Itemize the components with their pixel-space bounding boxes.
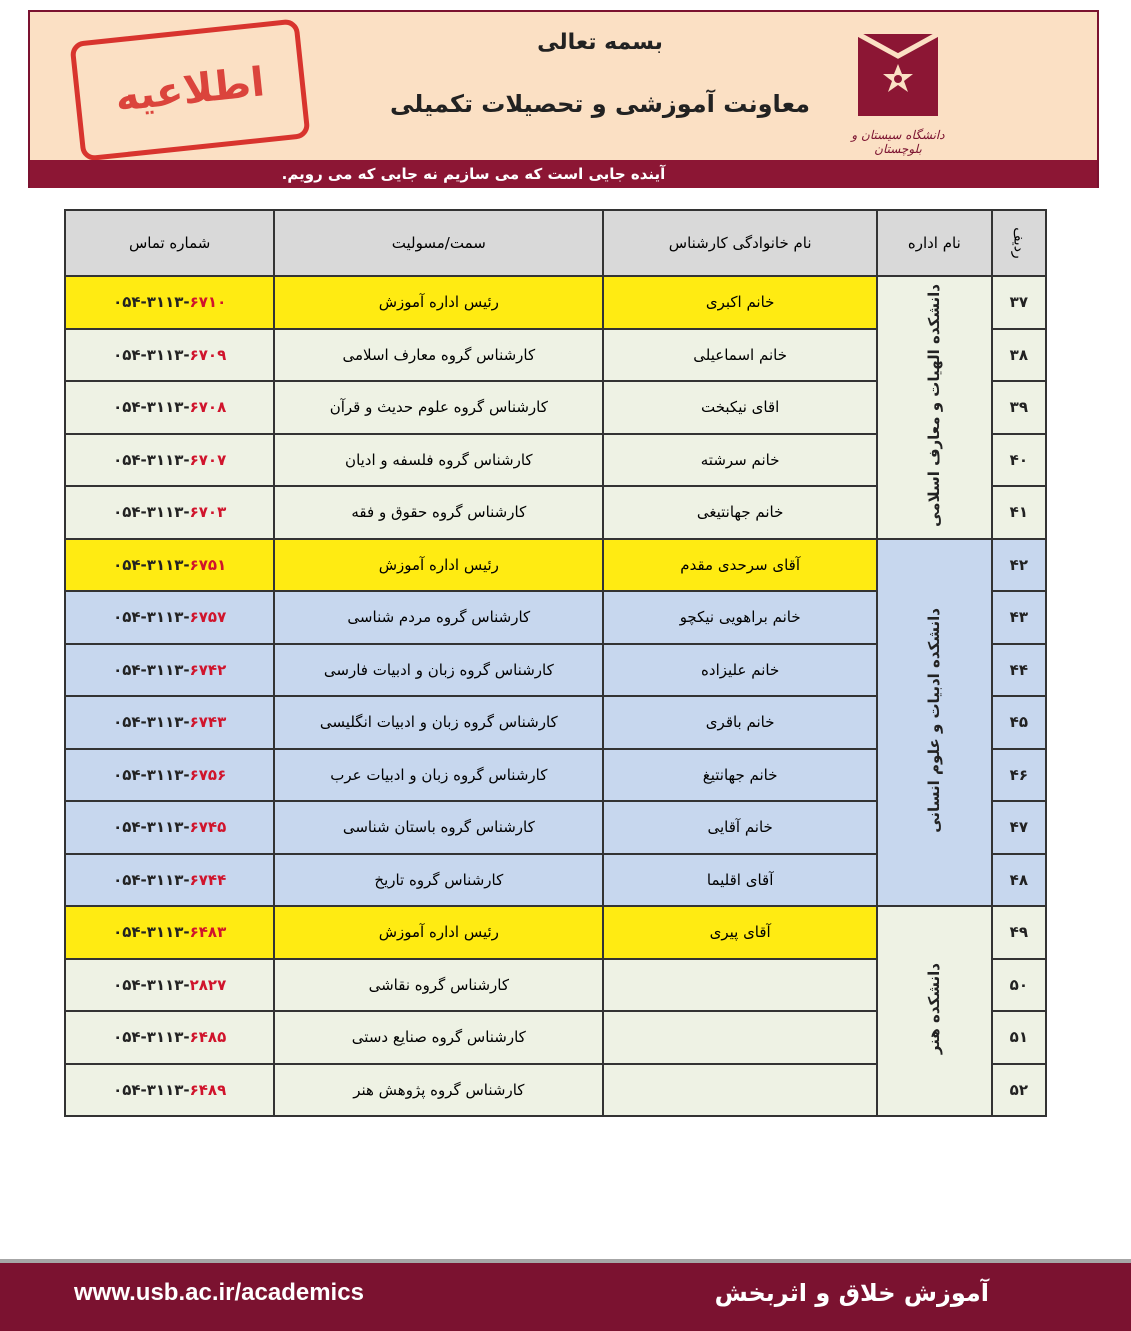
phone-prefix: ۰۵۴-۳۱۱۳- [113,450,190,469]
row-number: ۳۷ [992,276,1046,329]
staff-phone [65,1064,274,1117]
staff-name [603,1064,877,1117]
staff-role: رئیس اداره آموزش [274,276,603,329]
staff-name: خانم سرشته [603,434,877,487]
staff-phone [65,539,274,592]
table-row [65,539,1046,592]
staff-phone [65,696,274,749]
header-row-number [992,210,1046,276]
staff-name [603,1011,877,1064]
row-number: ۴۸ [992,854,1046,907]
row-number: ۴۲ [992,539,1046,592]
phone-extension: ۶۷۰۸ [189,398,227,417]
staff-phone [65,906,274,959]
row-number: ۵۲ [992,1064,1046,1117]
row-number: ۴۴ [992,644,1046,697]
staff-name: خانم جهانتیغی [603,486,877,539]
staff-role: کارشناس گروه باستان شناسی [274,801,603,854]
staff-phone [65,276,274,329]
department-name: دانشکده هنر [925,963,944,1055]
tagline-text: آینده جایی است که می سازیم نه جایی که می رویم. [281,165,666,183]
row-number: ۴۶ [992,749,1046,802]
tagline-band [30,160,1097,188]
header-role: سمت/مسولیت [274,210,603,276]
staff-directory-table [64,209,1047,1117]
department-cell [877,276,992,539]
phone-extension: ۶۷۴۵ [189,818,227,837]
phone-prefix: ۰۵۴-۳۱۱۳- [113,713,190,732]
phone-extension: ۶۷۵۷ [189,608,227,627]
staff-role: کارشناس گروه حقوق و فقه [274,486,603,539]
page-header [28,10,1099,188]
header-phone: شماره تماس [65,210,274,276]
staff-role: کارشناس گروه فلسفه و ادیان [274,434,603,487]
phone-prefix: ۰۵۴-۳۱۱۳- [113,975,190,994]
row-number: ۳۹ [992,381,1046,434]
staff-phone [65,329,274,382]
phone-prefix: ۰۵۴-۳۱۱۳- [113,765,190,784]
table-body [65,276,1046,1116]
table-row [65,906,1046,959]
phone-extension: ۶۷۰۹ [189,345,227,364]
announcement-stamp [69,18,310,161]
staff-role: رئیس اداره آموزش [274,539,603,592]
stamp-text: اطلاعیه [113,59,267,121]
staff-name: آقای اقلیما [603,854,877,907]
phone-extension: ۶۷۱۰ [189,293,227,312]
phone-extension: ۶۷۴۳ [189,713,227,732]
phone-extension: ۶۷۴۲ [189,660,227,679]
phone-prefix: ۰۵۴-۳۱۱۳- [113,660,190,679]
phone-prefix: ۰۵۴-۳۱۱۳- [113,503,190,522]
staff-phone [65,486,274,539]
phone-prefix: ۰۵۴-۳۱۱۳- [113,293,190,312]
staff-role: رئیس اداره آموزش [274,906,603,959]
row-number: ۵۱ [992,1011,1046,1064]
phone-prefix: ۰۵۴-۳۱۱۳- [113,1080,190,1099]
table-row [65,276,1046,329]
staff-phone [65,801,274,854]
header-title-bismillah: بسمه تعالی [537,30,663,55]
row-number: ۴۱ [992,486,1046,539]
staff-name: خانم اسماعیلی [603,329,877,382]
phone-prefix: ۰۵۴-۳۱۱۳- [113,345,190,364]
staff-role: کارشناس گروه مردم شناسی [274,591,603,644]
staff-role: کارشناس گروه معارف اسلامی [274,329,603,382]
department-cell [877,906,992,1116]
row-number: ۵۰ [992,959,1046,1012]
row-number: ۴۷ [992,801,1046,854]
phone-extension: ۶۷۰۳ [189,503,227,522]
staff-phone [65,959,274,1012]
university-logo-text: دانشگاه سیستان و بلوچستان [851,128,945,156]
page-footer [0,1259,1131,1331]
university-logo-icon [838,26,958,126]
phone-prefix: ۰۵۴-۳۱۱۳- [113,555,190,574]
staff-name: خانم علیزاده [603,644,877,697]
staff-role: کارشناس گروه صنایع دستی [274,1011,603,1064]
phone-extension: ۶۷۴۴ [189,870,227,889]
staff-phone [65,434,274,487]
header-department: نام اداره [877,210,992,276]
phone-extension: ۶۷۵۱ [189,555,227,574]
footer-url-link[interactable]: www.usb.ac.ir/academics [74,1279,364,1306]
staff-role: کارشناس گروه زبان و ادبیات عرب [274,749,603,802]
footer-divider [0,1259,1131,1263]
phone-prefix: ۰۵۴-۳۱۱۳- [113,608,190,627]
staff-phone [65,381,274,434]
phone-prefix: ۰۵۴-۳۱۱۳- [113,923,190,942]
phone-extension: ۶۷۰۷ [189,450,227,469]
row-number: ۴۵ [992,696,1046,749]
row-number: ۴۹ [992,906,1046,959]
header-row-number-label: ردیف [1010,227,1027,259]
header-title-office: معاونت آموزشی و تحصیلات تکمیلی [390,90,810,118]
staff-phone [65,1011,274,1064]
department-cell [877,539,992,907]
staff-name [603,959,877,1012]
staff-name: آقای سرحدی مقدم [603,539,877,592]
staff-role: کارشناس گروه علوم حدیث و قرآن [274,381,603,434]
staff-name: خانم باقری [603,696,877,749]
staff-phone [65,854,274,907]
staff-role: کارشناس گروه نقاشی [274,959,603,1012]
header-name: نام خانوادگی کارشناس [603,210,877,276]
phone-extension: ۲۸۲۷ [189,975,227,994]
staff-phone [65,749,274,802]
staff-role: کارشناس گروه تاریخ [274,854,603,907]
phone-prefix: ۰۵۴-۳۱۱۳- [113,1028,190,1047]
phone-prefix: ۰۵۴-۳۱۱۳- [113,818,190,837]
phone-extension: ۶۴۸۳ [189,923,227,942]
staff-name: خانم براهویی نیکچو [603,591,877,644]
row-number: ۴۰ [992,434,1046,487]
department-name: دانشکده ادبیات و علوم انسانی [925,607,944,833]
table-header-row [65,210,1046,276]
department-name: دانشکده الهیات و معارف اسلامی [925,283,944,527]
staff-name: خانم اکبری [603,276,877,329]
footer-slogan: آموزش خلاق و اثربخش [714,1279,989,1307]
row-number: ۳۸ [992,329,1046,382]
phone-extension: ۶۴۸۵ [189,1028,227,1047]
staff-phone [65,644,274,697]
phone-extension: ۶۴۸۹ [189,1080,227,1099]
staff-name: خانم جهانتیغ [603,749,877,802]
row-number: ۴۳ [992,591,1046,644]
staff-phone [65,591,274,644]
phone-prefix: ۰۵۴-۳۱۱۳- [113,870,190,889]
staff-role: کارشناس گروه پژوهش هنر [274,1064,603,1117]
staff-role: کارشناس گروه زبان و ادبیات انگلیسی [274,696,603,749]
staff-role: کارشناس گروه زبان و ادبیات فارسی [274,644,603,697]
staff-name: اقای نیکبخت [603,381,877,434]
university-logo [838,26,958,156]
phone-prefix: ۰۵۴-۳۱۱۳- [113,398,190,417]
staff-name: آقای پیری [603,906,877,959]
phone-extension: ۶۷۵۶ [189,765,227,784]
staff-name: خانم آقایی [603,801,877,854]
